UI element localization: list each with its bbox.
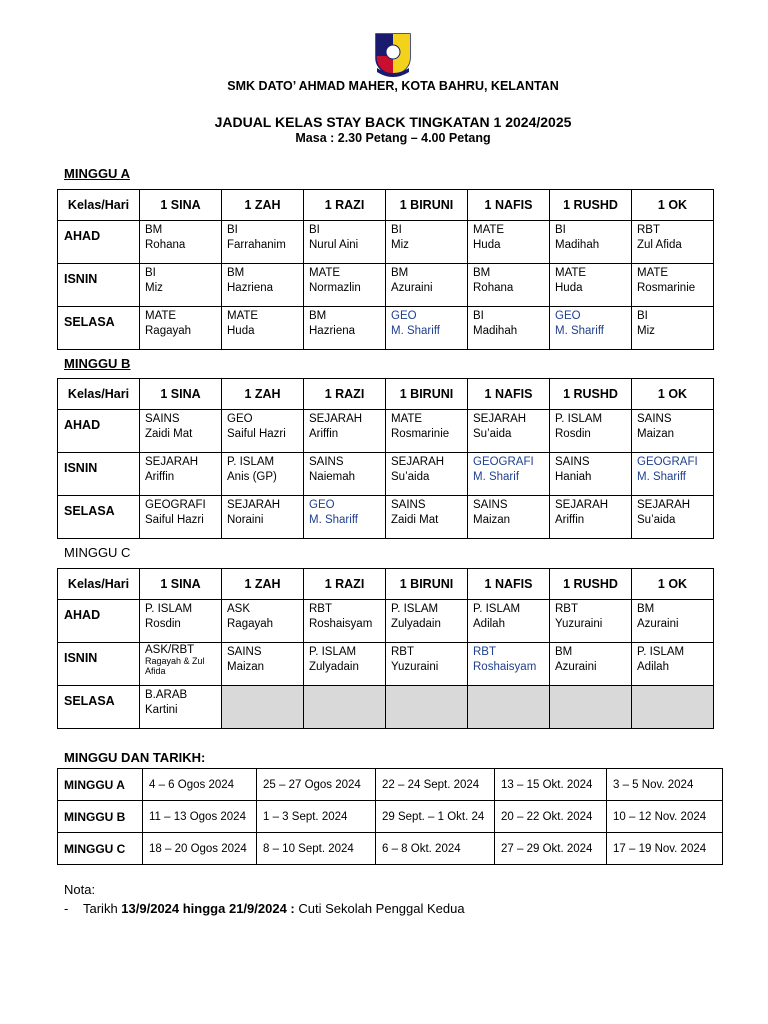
teacher-name: Nurul Aini [309, 238, 359, 251]
timetable-cell [468, 410, 550, 453]
subject-label: P. ISLAM [555, 413, 603, 425]
table-row [58, 496, 714, 539]
subject-label: MATE [145, 310, 177, 322]
timetable-cell [304, 307, 386, 350]
timetable-cell [632, 643, 714, 686]
teacher-name: Roshaisyam [473, 660, 537, 673]
teacher-name: Huda [227, 324, 255, 337]
subject-label: SEJARAH [637, 499, 691, 511]
teacher-name: Rosmarinie [637, 281, 696, 294]
timetable-cell [550, 453, 632, 496]
teacher-name: Madihah [473, 324, 518, 337]
header-class: 1 BIRUNI [386, 379, 468, 410]
nota-separator: : [286, 901, 299, 916]
subject-label: BI [145, 267, 156, 279]
teacher-name: Roshaisyam [309, 617, 373, 630]
subject-label: BM [473, 267, 491, 279]
teacher-name: M. Shariff [555, 324, 604, 337]
timetable-cell [222, 307, 304, 350]
subject-label: RBT [391, 646, 414, 658]
timetable-cell [140, 453, 222, 496]
timetable-cell [632, 410, 714, 453]
empty-cell [304, 686, 386, 729]
timetable-cell [222, 496, 304, 539]
table-row [58, 686, 714, 729]
teacher-name: Su’aida [391, 470, 430, 483]
empty-cell [386, 686, 468, 729]
timetable-cell [304, 643, 386, 686]
school-crest-logo [373, 32, 413, 78]
teacher-name: Ariffin [555, 513, 585, 526]
teacher-name: Saiful Hazri [227, 427, 286, 440]
day-cell: ISNIN [58, 264, 140, 307]
teacher-name: Rosdin [145, 617, 181, 630]
teacher-name: Su’aida [637, 513, 676, 526]
dates-row [58, 801, 723, 833]
timetable-cell [140, 686, 222, 729]
subject-label: MATE [637, 267, 669, 279]
header-kelas-hari: Kelas/Hari [58, 379, 140, 410]
teacher-name: Maizan [473, 513, 511, 526]
timetable-cell [386, 496, 468, 539]
subject-label: BI [227, 224, 238, 236]
timetable-cell [140, 643, 222, 686]
subject-label: MATE [555, 267, 587, 279]
subject-label: P. ISLAM [391, 603, 439, 615]
week-label: MINGGU C [58, 833, 143, 865]
subject-label: P. ISLAM [309, 646, 357, 658]
teacher-name: Azuraini [555, 660, 597, 673]
timetable-cell [386, 643, 468, 686]
teacher-name: Su’aida [473, 427, 512, 440]
teacher-name: Naiemah [309, 470, 356, 483]
table-header-row [58, 190, 714, 221]
teacher-name: Zaidi Mat [145, 427, 193, 440]
dates-row [58, 833, 723, 865]
day-cell: AHAD [58, 410, 140, 453]
timetable-cell [140, 410, 222, 453]
empty-cell [632, 686, 714, 729]
subject-label: SAINS [145, 413, 180, 425]
time-subtitle: Masa : 2.30 Petang – 4.00 Petang [295, 131, 491, 145]
timetable-cell [304, 410, 386, 453]
subject-label: ASK/RBT [145, 644, 195, 656]
nota-label: Nota: [64, 882, 96, 897]
timetable-cell [468, 453, 550, 496]
nota-item [64, 901, 465, 916]
teacher-name: Rosmarinie [391, 427, 450, 440]
subject-label: SEJARAH [145, 456, 199, 468]
subject-label: BM [309, 310, 327, 322]
table-row [58, 410, 714, 453]
day-cell: ISNIN [58, 453, 140, 496]
teacher-name: Ariffin [309, 427, 339, 440]
timetable-cell [632, 221, 714, 264]
week-label: MINGGU B [58, 801, 143, 833]
empty-cell [550, 686, 632, 729]
date-cell: 10 – 12 Nov. 2024 [607, 801, 723, 833]
header-kelas-hari: Kelas/Hari [58, 190, 140, 221]
timetable-cell [468, 307, 550, 350]
day-cell: ISNIN [58, 643, 140, 686]
day-cell: SELASA [58, 686, 140, 729]
subject-label: MATE [391, 413, 423, 425]
subject-label: SAINS [309, 456, 344, 468]
day-cell: SELASA [58, 496, 140, 539]
teacher-name: Noraini [227, 513, 264, 526]
subject-label: RBT [637, 224, 660, 236]
teacher-name: Hazriena [309, 324, 356, 337]
timetable-cell [632, 307, 714, 350]
timetable-cell [304, 453, 386, 496]
teacher-name: Yuzuraini [391, 660, 439, 673]
date-cell: 29 Sept. – 1 Okt. 24 [376, 801, 495, 833]
header-class: 1 OK [632, 569, 714, 600]
subject-label: B.ARAB [145, 689, 188, 701]
timetable-cell [304, 264, 386, 307]
timetable-cell [550, 221, 632, 264]
teacher-name: Hazriena [227, 281, 274, 294]
dates-section-label: MINGGU DAN TARIKH: [64, 750, 206, 765]
teacher-name: Haniah [555, 470, 592, 483]
subject-label: BM [637, 603, 655, 615]
subject-label: SEJARAH [309, 413, 363, 425]
subject-label: GEO [391, 310, 417, 322]
teacher-name: Madihah [555, 238, 600, 251]
teacher-name: Ariffin [145, 470, 175, 483]
teacher-name: M. Shariff [309, 513, 358, 526]
teacher-name: Rosdin [555, 427, 591, 440]
teacher-name: Miz [145, 281, 163, 294]
header-class: 1 RAZI [304, 569, 386, 600]
subject-label: BI [309, 224, 320, 236]
subject-label: BI [555, 224, 566, 236]
timetable-cell [386, 264, 468, 307]
timetable-cell [222, 453, 304, 496]
teacher-name: Zul Afida [637, 238, 682, 251]
timetable-cell [386, 410, 468, 453]
timetable-minggu-a [57, 189, 714, 350]
teacher-name: Adilah [473, 617, 505, 630]
page-title: JADUAL KELAS STAY BACK TINGKATAN 1 2024/2025 [214, 114, 572, 130]
teacher-name: Huda [555, 281, 583, 294]
timetable-cell [140, 264, 222, 307]
subject-label: BM [227, 267, 245, 279]
subject-label: BM [391, 267, 409, 279]
date-cell: 1 – 3 Sept. 2024 [257, 801, 376, 833]
timetable-cell [222, 643, 304, 686]
timetable-cell [222, 600, 304, 643]
teacher-name: Rohana [145, 238, 186, 251]
table-header-row [58, 379, 714, 410]
timetable-cell [468, 496, 550, 539]
teacher-name: Azuraini [637, 617, 679, 630]
date-cell: 13 – 15 Okt. 2024 [495, 769, 607, 801]
subject-label: SEJARAH [391, 456, 445, 468]
subject-label: P. ISLAM [473, 603, 521, 615]
table-row [58, 264, 714, 307]
table-row [58, 453, 714, 496]
empty-cell [468, 686, 550, 729]
teacher-name: Zulyadain [391, 617, 441, 630]
subject-label: P. ISLAM [637, 646, 685, 658]
teacher-name: Maizan [637, 427, 675, 440]
nota-prefix: Tarikh [83, 901, 122, 916]
timetable-cell [550, 600, 632, 643]
header-class: 1 RUSHD [550, 190, 632, 221]
dates-row [58, 769, 723, 801]
timetable-cell [386, 453, 468, 496]
timetable-cell [550, 643, 632, 686]
timetable-cell [632, 496, 714, 539]
table-row [58, 600, 714, 643]
date-cell: 8 – 10 Sept. 2024 [257, 833, 376, 865]
timetable-cell [550, 410, 632, 453]
timetable-cell [386, 307, 468, 350]
header-class: 1 RUSHD [550, 569, 632, 600]
subject-label: P. ISLAM [227, 456, 275, 468]
date-cell: 17 – 19 Nov. 2024 [607, 833, 723, 865]
section-minggu-a-label: MINGGU A [64, 166, 130, 181]
subject-label: MATE [227, 310, 259, 322]
teacher-name: Huda [473, 238, 501, 251]
date-cell: 6 – 8 Okt. 2024 [376, 833, 495, 865]
header-class: 1 ZAH [222, 569, 304, 600]
header-class: 1 NAFIS [468, 379, 550, 410]
timetable-cell [468, 643, 550, 686]
table-row [58, 643, 714, 686]
nota-text: Cuti Sekolah Penggal Kedua [298, 901, 465, 916]
timetable-cell [468, 221, 550, 264]
teacher-name: Zulyadain [309, 660, 359, 673]
table-row [58, 221, 714, 264]
timetable-cell [304, 221, 386, 264]
teacher-name: Normazlin [309, 281, 361, 294]
timetable-cell [632, 264, 714, 307]
subject-label: GEO [227, 413, 253, 425]
header-class: 1 SINA [140, 379, 222, 410]
subject-label: SAINS [391, 499, 426, 511]
subject-label: SAINS [555, 456, 590, 468]
teacher-name: Zaidi Mat [391, 513, 439, 526]
teacher-name: Rohana [473, 281, 514, 294]
week-label: MINGGU A [58, 769, 143, 801]
header-class: 1 OK [632, 379, 714, 410]
subject-label: P. ISLAM [145, 603, 193, 615]
subject-label: GEOGRAFI [145, 499, 206, 511]
header-class: 1 NAFIS [468, 190, 550, 221]
school-name: SMK DATO’ AHMAD MAHER, KOTA BAHRU, KELANTAN [227, 79, 559, 93]
subject-label: MATE [473, 224, 505, 236]
timetable-cell [222, 221, 304, 264]
teacher-name: Kartini [145, 703, 178, 716]
day-cell: AHAD [58, 600, 140, 643]
header-class: 1 RUSHD [550, 379, 632, 410]
teacher-name: Saiful Hazri [145, 513, 204, 526]
subject-label: BM [145, 224, 163, 236]
day-cell: SELASA [58, 307, 140, 350]
day-cell: AHAD [58, 221, 140, 264]
timetable-cell [140, 496, 222, 539]
subject-label: GEOGRAFI [473, 456, 534, 468]
table-row [58, 307, 714, 350]
timetable-cell [222, 410, 304, 453]
subject-label: GEO [555, 310, 581, 322]
date-cell: 3 – 5 Nov. 2024 [607, 769, 723, 801]
timetable-minggu-c [57, 568, 714, 729]
header-class: 1 OK [632, 190, 714, 221]
timetable-cell [386, 600, 468, 643]
timetable-cell [550, 307, 632, 350]
timetable-cell [140, 600, 222, 643]
header-class: 1 NAFIS [468, 569, 550, 600]
subject-label: RBT [309, 603, 332, 615]
timetable-cell [222, 264, 304, 307]
timetable-cell [632, 600, 714, 643]
date-cell: 20 – 22 Okt. 2024 [495, 801, 607, 833]
header-class: 1 ZAH [222, 379, 304, 410]
teacher-name: M. Shariff [391, 324, 440, 337]
header-kelas-hari: Kelas/Hari [58, 569, 140, 600]
timetable-cell [140, 221, 222, 264]
timetable-cell [386, 221, 468, 264]
timetable-cell [468, 600, 550, 643]
header-class: 1 SINA [140, 569, 222, 600]
date-cell: 11 – 13 Ogos 2024 [143, 801, 257, 833]
section-minggu-b-label: MINGGU B [64, 356, 131, 371]
header-class: 1 BIRUNI [386, 569, 468, 600]
teacher-name: M. Sharif [473, 470, 520, 483]
date-cell: 25 – 27 Ogos 2024 [257, 769, 376, 801]
subject-label: SEJARAH [227, 499, 281, 511]
subject-label: SAINS [227, 646, 262, 658]
timetable-cell [304, 600, 386, 643]
subject-label: GEO [309, 499, 335, 511]
subject-label: BI [473, 310, 484, 322]
subject-label: RBT [473, 646, 496, 658]
subject-label: SAINS [637, 413, 672, 425]
timetable-cell [140, 307, 222, 350]
subject-label: GEOGRAFI [637, 456, 698, 468]
table-header-row [58, 569, 714, 600]
timetable-cell [550, 496, 632, 539]
teacher-name: Farrahanim [227, 238, 286, 251]
subject-label: SEJARAH [473, 413, 527, 425]
header-class: 1 RAZI [304, 379, 386, 410]
nota-bullet: - [64, 901, 69, 916]
teacher-name: Miz [637, 324, 655, 337]
teacher-name: Ragayah [227, 617, 274, 630]
date-cell: 22 – 24 Sept. 2024 [376, 769, 495, 801]
subject-label: BI [637, 310, 648, 322]
timetable-cell [632, 453, 714, 496]
teacher-name: Maizan [227, 660, 265, 673]
date-cell: 27 – 29 Okt. 2024 [495, 833, 607, 865]
empty-cell [222, 686, 304, 729]
teacher-name: M. Shariff [637, 470, 686, 483]
teacher-name: Azuraini [391, 281, 433, 294]
subject-label: MATE [309, 267, 341, 279]
header-class: 1 SINA [140, 190, 222, 221]
subject-label: RBT [555, 603, 578, 615]
subject-label: SEJARAH [555, 499, 609, 511]
teacher-name: Anis (GP) [227, 470, 277, 483]
date-cell: 18 – 20 Ogos 2024 [143, 833, 257, 865]
subject-label: SAINS [473, 499, 508, 511]
timetable-cell [468, 264, 550, 307]
timetable-cell [550, 264, 632, 307]
header-class: 1 RAZI [304, 190, 386, 221]
dates-table [57, 768, 723, 865]
teacher-name: Miz [391, 238, 409, 251]
section-minggu-c-label: MINGGU C [64, 545, 131, 560]
teacher-name: Ragayah [145, 324, 192, 337]
nota-date-range: 13/9/2024 hingga 21/9/2024 [121, 901, 287, 916]
timetable-cell [304, 496, 386, 539]
teacher-name: Adilah [637, 660, 669, 673]
teacher-name: Ragayah & Zul Afida [145, 656, 205, 676]
teacher-name: Yuzuraini [555, 617, 603, 630]
header-class: 1 BIRUNI [386, 190, 468, 221]
subject-label: BM [555, 646, 573, 658]
timetable-minggu-b [57, 378, 714, 539]
subject-label: ASK [227, 603, 251, 615]
header-class: 1 ZAH [222, 190, 304, 221]
subject-label: BI [391, 224, 402, 236]
date-cell: 4 – 6 Ogos 2024 [143, 769, 257, 801]
